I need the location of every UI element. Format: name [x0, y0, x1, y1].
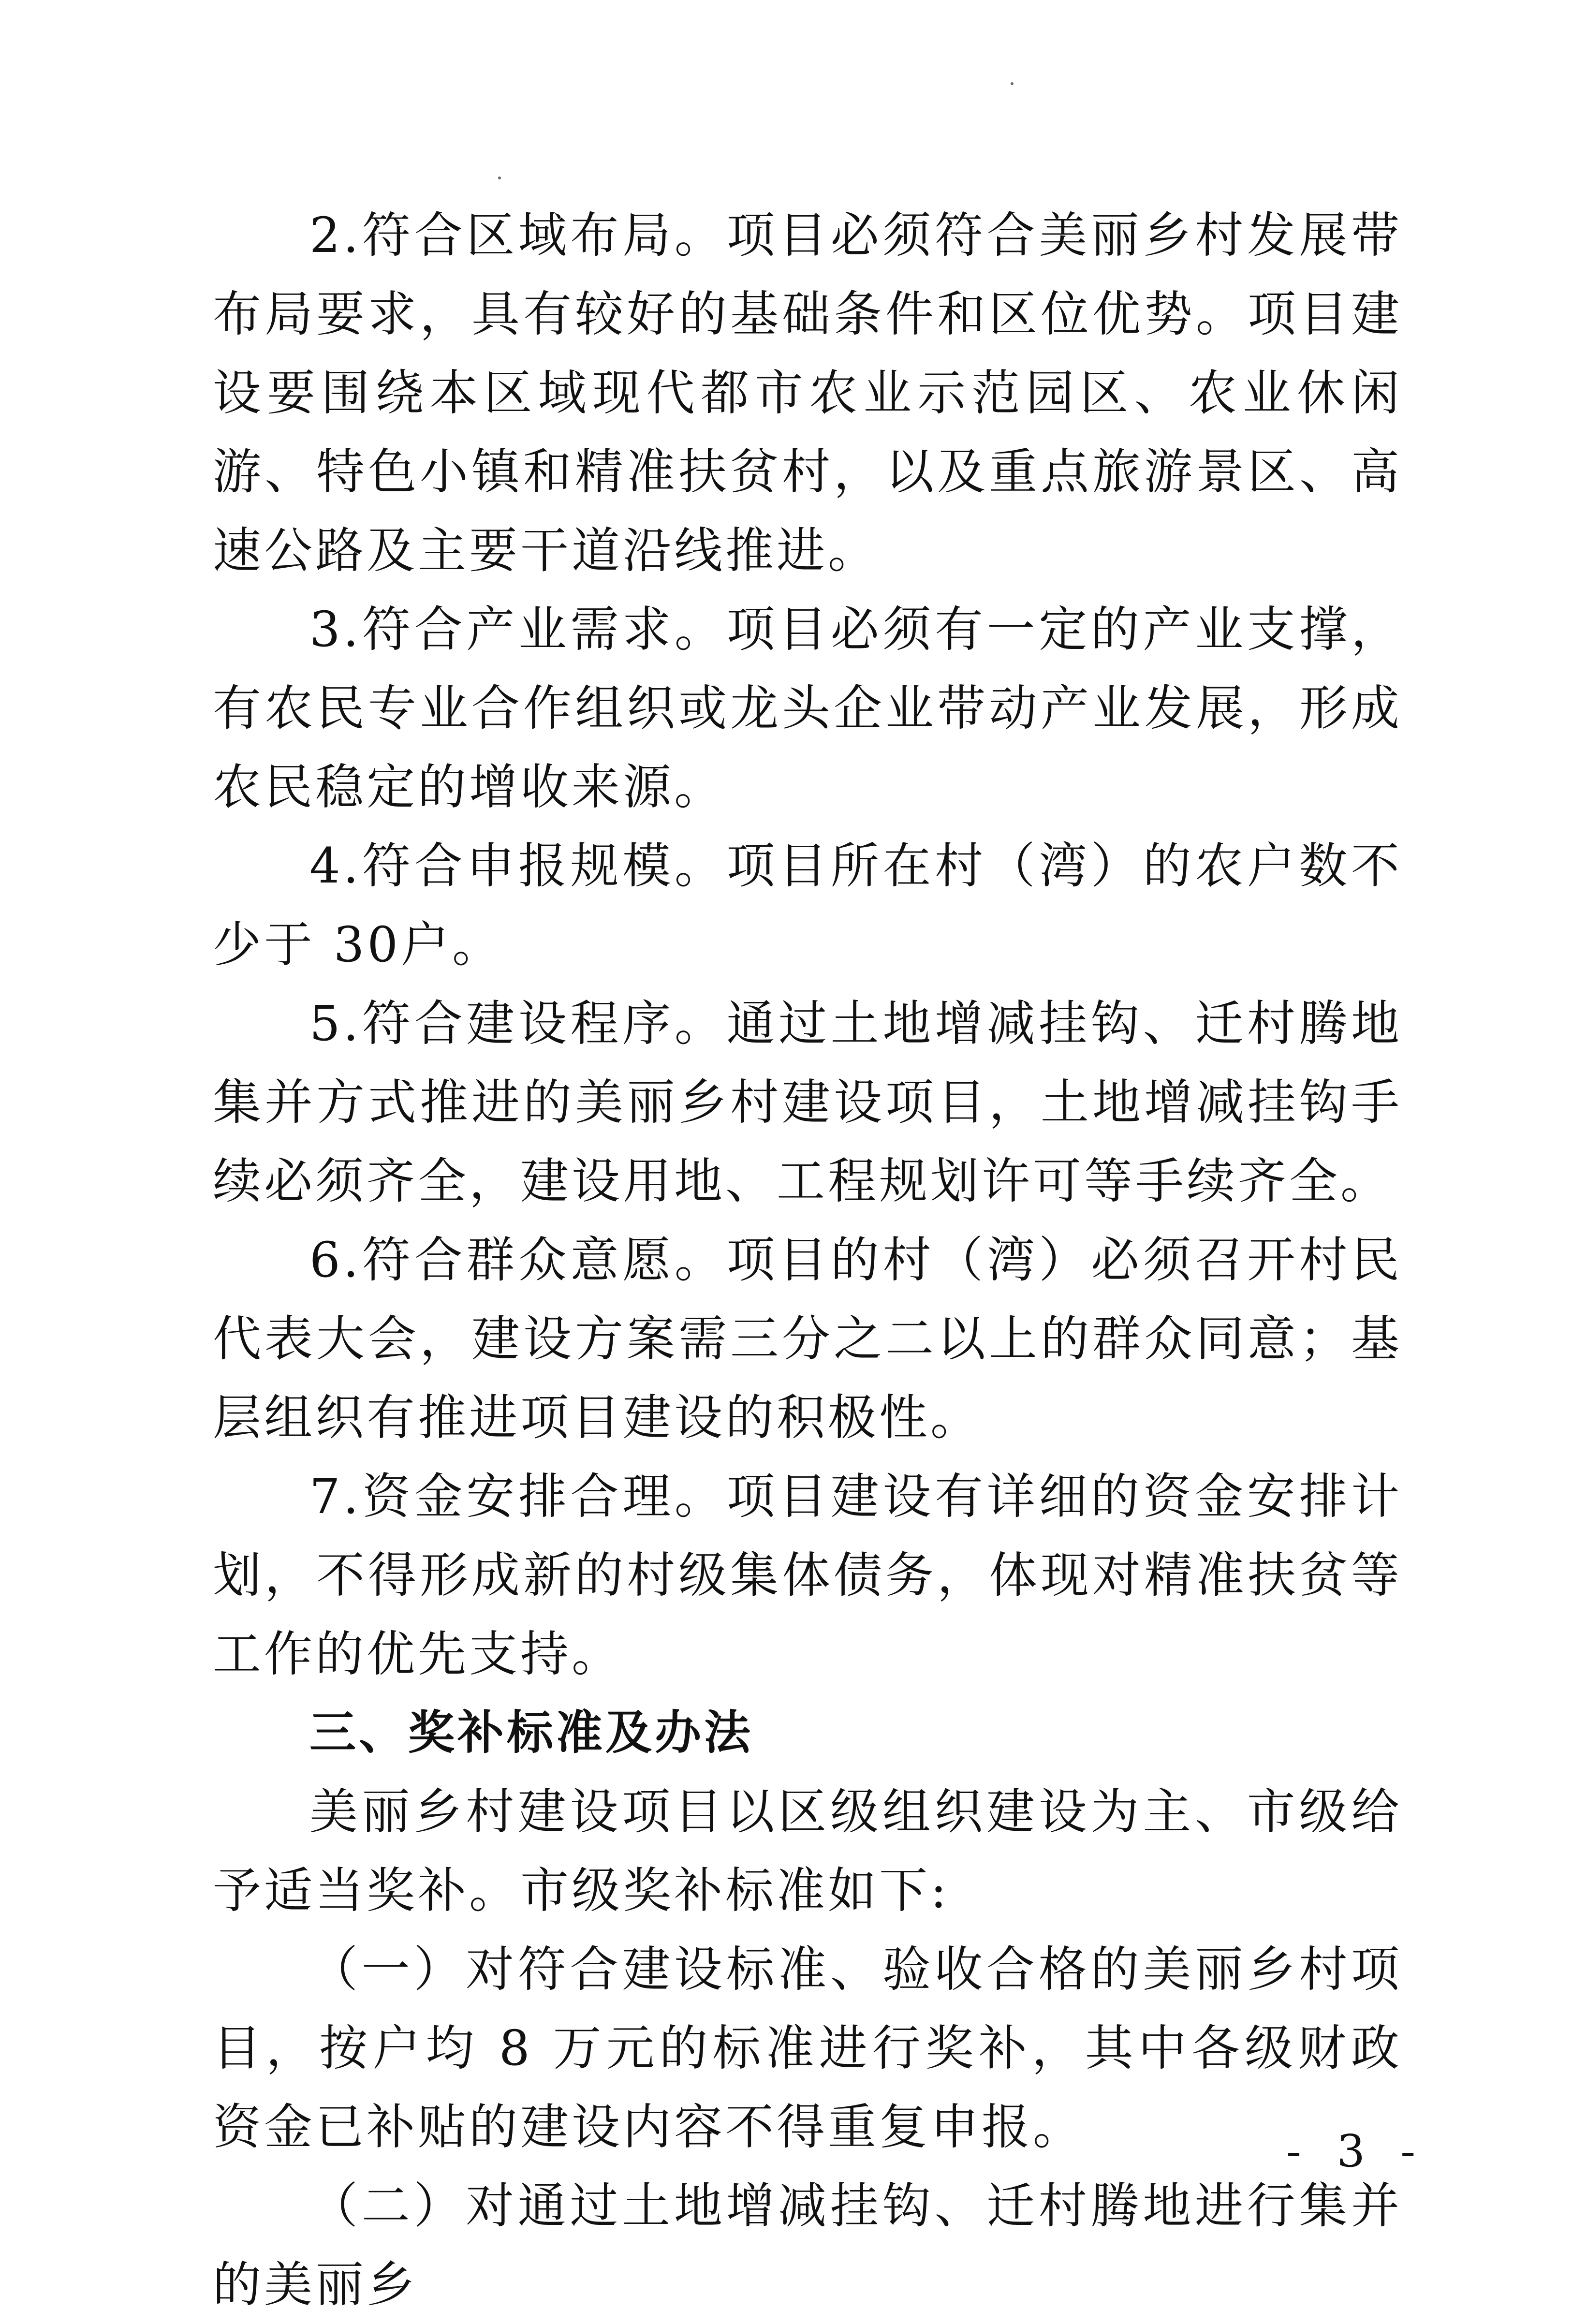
paragraph-subsidy-item-2: （二）对通过土地增减挂钩、迁村腾地进行集并的美丽乡: [213, 2177, 1402, 2313]
paragraph-subsidy-intro: 美丽乡村建设项目以区级组织建设为主、市级给予适当奖补。市级奖补标准如下:: [213, 1783, 1402, 1919]
paragraph-industry-demand: 3.符合产业需求。项目必须有一定的产业支撑，有农民专业合作组织或龙头企业带动产业发展，形成农民稳定的增收来源。: [213, 601, 1402, 815]
paragraph-subsidy-item-1: （一）对符合建设标准、验收合格的美丽乡村项目，按户均 8 万元的标准进行奖补，其中各级财政资金已补贴的建设内容不得重复申报。: [213, 1941, 1402, 2155]
section-heading-subsidy-standards: 三、奖补标准及办法: [309, 1706, 753, 1760]
paragraph-construction-procedure: 5.符合建设程序。通过土地增减挂钩、迁村腾地集并方式推进的美丽乡村建设项目，土地增减挂钩手续必须齐全，建设用地、工程规划许可等手续齐全。: [213, 995, 1402, 1209]
body-text: [213, 196, 1402, 2324]
page-number: - 3 -: [1286, 2125, 1426, 2177]
paragraph-public-will: 6.符合群众意愿。项目的村（湾）必须召开村民代表大会，建设方案需三分之二以上的群众同意；基层组织有推进项目建设的积极性。: [213, 1232, 1402, 1446]
scan-speck: [498, 177, 501, 179]
paragraph-application-scale: 4.符合申报规模。项目所在村（湾）的农户数不少于 30户。: [213, 838, 1402, 973]
scan-speck: [1011, 82, 1014, 85]
paragraph-regional-layout: 2.符合区域布局。项目必须符合美丽乡村发展带布局要求，具有较好的基础条件和区位优势。项目建设要围绕本区域现代都市农业示范园区、农业休闲游、特色小镇和精准扶贫村，以及重点旅游景区、高速公路及主要干道沿线推进。: [213, 207, 1402, 579]
paragraph-fund-arrangement: 7.资金安排合理。项目建设有详细的资金安排计划，不得形成新的村级集体债务，体现对精准扶贫等工作的优先支持。: [213, 1468, 1402, 1682]
